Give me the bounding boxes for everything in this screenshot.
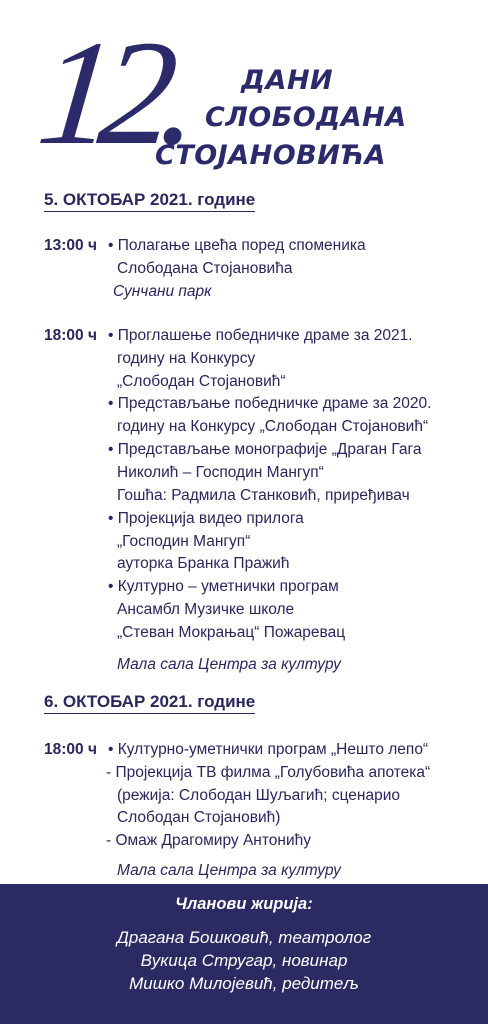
- event-line: ауторка Бранка Пражић: [117, 555, 290, 572]
- jury-member: Мишко Милојевић, редитељ: [129, 974, 359, 993]
- event-line: - Пројекција ТВ филма „Голубовића апотека“: [106, 764, 431, 781]
- event-line: (режија: Слободан Шуљагић; сценарио: [117, 787, 400, 804]
- event-location: Мала сала Центра за културу: [117, 862, 341, 879]
- event-line: Николић – Господин Мангуп“: [117, 464, 324, 481]
- event-line: • Пројекција видео прилога: [108, 510, 304, 527]
- event-line: • Полагање цвећа поред споменика: [108, 237, 366, 254]
- jury-member: Вукица Стругар, новинар: [140, 951, 348, 970]
- event-line: Слободана Стојановића: [117, 260, 293, 277]
- event-line: • Представљање монографије „Драган Гага: [108, 441, 422, 458]
- title-line-2: СЛОБОДАНА: [205, 102, 407, 133]
- event-line: • Проглашење победничке драме за 2021.: [108, 327, 413, 344]
- jury-band: [0, 884, 488, 1024]
- event-line: - Омаж Драгомиру Антонићу: [106, 832, 311, 849]
- event-line: Ансамбл Музичке школе: [117, 601, 295, 618]
- event-line: Гошћа: Радмила Станковић, приређивач: [117, 487, 410, 504]
- event-location: Мала сала Центра за културу: [117, 656, 341, 673]
- event-line: годину на Конкурсу „Слободан Стојановић“: [117, 418, 429, 435]
- date-heading-1: 5. ОКТОБАР 2021. године: [44, 190, 255, 212]
- edition-number: 12.: [31, 10, 195, 176]
- event-line: • Представљање победничке драме за 2020.: [108, 395, 432, 412]
- time-label: 13:00 ч: [44, 237, 97, 254]
- event-line: „Господин Мангуп“: [117, 533, 251, 550]
- time-label: 18:00 ч: [44, 741, 97, 758]
- event-line: „Стеван Мокрањац“ Пожаревац: [117, 624, 346, 641]
- time-label: 18:00 ч: [44, 327, 97, 344]
- date-heading-2: 6. ОКТОБАР 2021. године: [44, 692, 255, 714]
- event-line: • Културно-уметнички програм „Нешто лепо“: [108, 741, 429, 758]
- event-location: Сунчани парк: [113, 283, 212, 300]
- event-line: • Културно – уметнички програм: [108, 578, 339, 595]
- title-line-1: ДАНИ: [241, 65, 334, 96]
- event-line: годину на Конкурсу: [117, 350, 256, 367]
- jury-title: Чланови жирија:: [175, 895, 313, 913]
- jury-member: Драгана Бошковић, театролог: [116, 928, 372, 947]
- title-line-3: СТОЈАНОВИЋА: [155, 140, 386, 171]
- event-line: „Слободан Стојановић“: [117, 373, 286, 390]
- event-line: Слободан Стојановић): [117, 809, 281, 826]
